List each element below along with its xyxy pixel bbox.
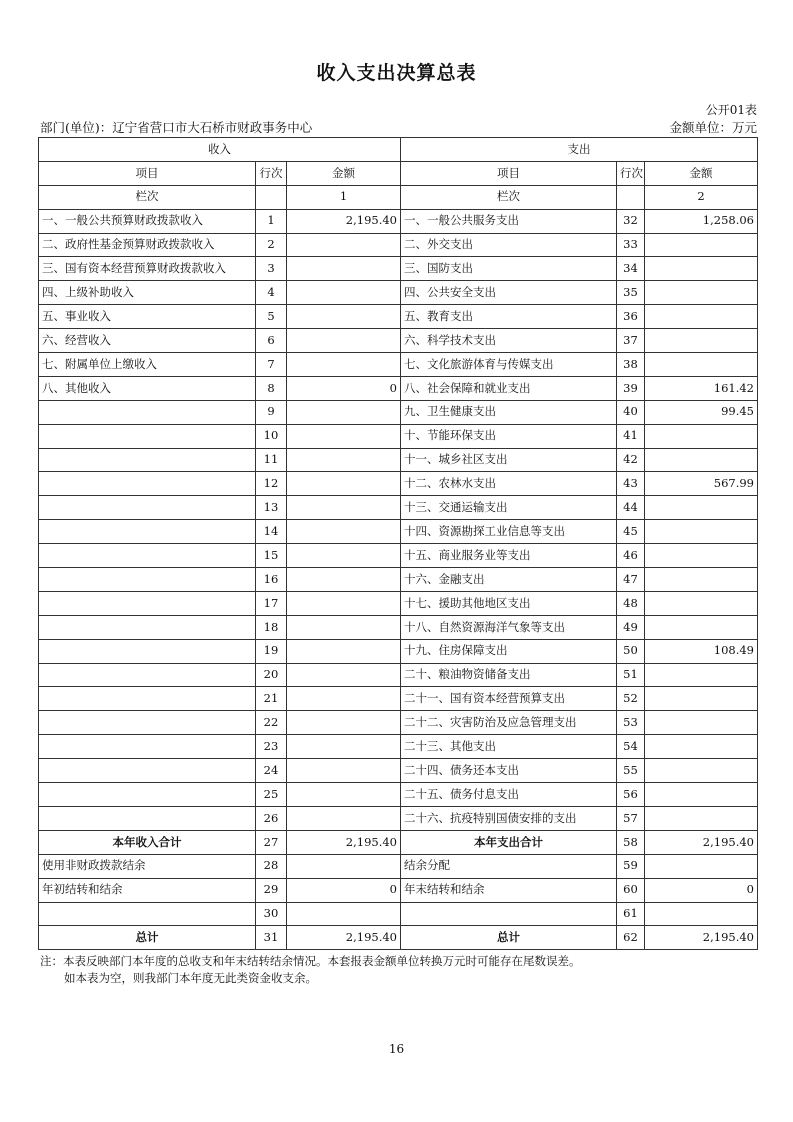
income-amount-cell: 2,195.40: [287, 830, 401, 854]
income-amount-cell: 2,195.40: [287, 209, 401, 233]
table-column-header-row: [39, 161, 758, 185]
expense-line-cell: 43: [617, 472, 645, 496]
expense-amount-cell: [645, 257, 758, 281]
income-line-cell: 31: [256, 926, 287, 950]
table-row: [39, 376, 758, 400]
expense-line-cell: 56: [617, 783, 645, 807]
table-row: [39, 305, 758, 329]
income-item-cell: [39, 759, 256, 783]
expense-line-cell: 44: [617, 496, 645, 520]
expense-item-cell: 十五、商业服务业等支出: [401, 544, 617, 568]
income-line-cell: 17: [256, 591, 287, 615]
income-item-cell: [39, 806, 256, 830]
income-expense-table: [38, 137, 758, 950]
income-line-cell: 25: [256, 783, 287, 807]
income-line-cell: 12: [256, 472, 287, 496]
income-item-cell: 本年收入合计: [39, 830, 256, 854]
income-line-cell: 15: [256, 544, 287, 568]
income-amount-cell: [287, 257, 401, 281]
department-label: 部门(单位)：辽宁省营口市大石桥市财政事务中心: [40, 120, 313, 135]
expense-item-cell: 二、外交支出: [401, 233, 617, 257]
income-amount-cell: [287, 735, 401, 759]
table-row: [39, 281, 758, 305]
table-row: [39, 496, 758, 520]
income-item-cell: 二、政府性基金预算财政拨款收入: [39, 233, 256, 257]
expense-amount-cell: [645, 544, 758, 568]
expense-item-cell: 二十三、其他支出: [401, 735, 617, 759]
income-amount-cell: [287, 329, 401, 353]
income-amount-cell: [287, 711, 401, 735]
expense-item-cell: 九、卫生健康支出: [401, 400, 617, 424]
income-amount-cell: [287, 353, 401, 377]
table-row: [39, 639, 758, 663]
table-row: [39, 735, 758, 759]
page-number: 16: [388, 1042, 405, 1056]
table-row: [39, 209, 758, 233]
expense-amount-cell: [645, 305, 758, 329]
expense-amount-cell: [645, 806, 758, 830]
expense-amount-cell: [645, 591, 758, 615]
table-row: [39, 878, 758, 902]
income-item-cell: [39, 902, 256, 926]
income-amount-cell: [287, 687, 401, 711]
table-row: [39, 544, 758, 568]
income-item-cell: 使用非财政拨款结余: [39, 854, 256, 878]
income-line-cell: 29: [256, 878, 287, 902]
income-line-cell: 5: [256, 305, 287, 329]
expense-amount-cell: [645, 520, 758, 544]
expense-item-cell: 二十四、债务还本支出: [401, 759, 617, 783]
income-amount-cell: 0: [287, 878, 401, 902]
table-row: [39, 448, 758, 472]
expense-line-cell: 33: [617, 233, 645, 257]
income-line-cell: 14: [256, 520, 287, 544]
table-row: [39, 233, 758, 257]
income-amount-cell: [287, 424, 401, 448]
expense-line-cell: 61: [617, 902, 645, 926]
income-item-cell: [39, 520, 256, 544]
income-item-cell: 三、国有资本经营预算财政拨款收入: [39, 257, 256, 281]
expense-amount-cell: [645, 568, 758, 592]
income-item-cell: [39, 424, 256, 448]
expense-amount-cell: 99.45: [645, 400, 758, 424]
income-amount-cell: [287, 759, 401, 783]
income-line-cell: 19: [256, 639, 287, 663]
income-amount-cell: [287, 520, 401, 544]
income-line-cell: 22: [256, 711, 287, 735]
income-item-cell: 四、上级补助收入: [39, 281, 256, 305]
expense-amount-cell: [645, 329, 758, 353]
table-row: [39, 926, 758, 950]
expense-item-cell: 二十二、灾害防治及应急管理支出: [401, 711, 617, 735]
income-amount-cell: [287, 233, 401, 257]
expense-line-cell: 37: [617, 329, 645, 353]
empty-cell: [256, 185, 287, 209]
expense-line-cell: 48: [617, 591, 645, 615]
income-line-cell: 10: [256, 424, 287, 448]
expense-line-cell: 35: [617, 281, 645, 305]
table-row: [39, 759, 758, 783]
expense-line-cell: 38: [617, 353, 645, 377]
expense-amount-cell: [645, 783, 758, 807]
expense-item-cell: 十七、援助其他地区支出: [401, 591, 617, 615]
expense-amount-cell: [645, 424, 758, 448]
income-line-cell: 23: [256, 735, 287, 759]
income-line-cell: 20: [256, 663, 287, 687]
income-amount-cell: [287, 568, 401, 592]
income-line-cell: 27: [256, 830, 287, 854]
footnote-line-1: 注：本表反映部门本年度的总收支和年末结转结余情况。本套报表金额单位转换万元时可能存在尾数误差。: [40, 954, 581, 968]
expense-item-cell: 六、科学技术支出: [401, 329, 617, 353]
expense-line-cell: 50: [617, 639, 645, 663]
expense-line-cell: 49: [617, 615, 645, 639]
income-item-cell: [39, 639, 256, 663]
income-line-cell: 9: [256, 400, 287, 424]
expense-line-cell: 41: [617, 424, 645, 448]
income-amount-cell: [287, 902, 401, 926]
page-title: 收入支出决算总表: [316, 62, 477, 84]
expense-item-cell: 十三、交通运输支出: [401, 496, 617, 520]
income-amount-cell: 2,195.40: [287, 926, 401, 950]
income-amount-cell: [287, 305, 401, 329]
table-row: [39, 663, 758, 687]
table-row: [39, 520, 758, 544]
expense-item-cell: 本年支出合计: [401, 830, 617, 854]
expense-item-header: 项目: [401, 161, 617, 185]
income-amount-cell: [287, 806, 401, 830]
income-item-cell: [39, 472, 256, 496]
table-column-number-row: [39, 185, 758, 209]
expense-section-header: 支出: [401, 138, 758, 162]
expense-amount-cell: [645, 663, 758, 687]
expense-line-cell: 53: [617, 711, 645, 735]
expense-line-cell: 62: [617, 926, 645, 950]
table-row: [39, 424, 758, 448]
table-row: [39, 257, 758, 281]
income-amount-cell: [287, 544, 401, 568]
income-item-cell: 总计: [39, 926, 256, 950]
expense-line-cell: 55: [617, 759, 645, 783]
income-line-cell: 24: [256, 759, 287, 783]
expense-amount-cell: [645, 353, 758, 377]
expense-item-cell: 二十一、国有资本经营预算支出: [401, 687, 617, 711]
expense-line-cell: 40: [617, 400, 645, 424]
income-line-cell: 28: [256, 854, 287, 878]
expense-line-cell: 54: [617, 735, 645, 759]
income-line-cell: 2: [256, 233, 287, 257]
table-row: [39, 615, 758, 639]
income-item-cell: [39, 615, 256, 639]
expense-line-cell: 52: [617, 687, 645, 711]
expense-item-cell: 二十五、债务付息支出: [401, 783, 617, 807]
income-column-label: 栏次: [39, 185, 256, 209]
expense-item-cell: 八、社会保障和就业支出: [401, 376, 617, 400]
expense-item-cell: 十九、住房保障支出: [401, 639, 617, 663]
expense-item-cell: 十八、自然资源海洋气象等支出: [401, 615, 617, 639]
expense-item-cell: 四、公共安全支出: [401, 281, 617, 305]
expense-line-cell: 57: [617, 806, 645, 830]
expense-item-cell: 二十、粮油物资储备支出: [401, 663, 617, 687]
table-row: [39, 329, 758, 353]
income-line-cell: 7: [256, 353, 287, 377]
expense-line-cell: 32: [617, 209, 645, 233]
income-line-header: 行次: [256, 161, 287, 185]
income-item-cell: [39, 663, 256, 687]
income-item-cell: [39, 400, 256, 424]
income-amount-header: 金额: [287, 161, 401, 185]
income-amount-cell: [287, 400, 401, 424]
income-line-cell: 8: [256, 376, 287, 400]
expense-item-cell: 二十六、抗疫特别国债安排的支出: [401, 806, 617, 830]
expense-line-cell: 36: [617, 305, 645, 329]
table-row: [39, 591, 758, 615]
income-item-header: 项目: [39, 161, 256, 185]
income-column-number: 1: [287, 185, 401, 209]
expense-amount-cell: [645, 854, 758, 878]
income-line-cell: 16: [256, 568, 287, 592]
income-item-cell: 六、经营收入: [39, 329, 256, 353]
expense-line-cell: 45: [617, 520, 645, 544]
income-item-cell: [39, 735, 256, 759]
expense-amount-cell: 567.99: [645, 472, 758, 496]
expense-line-cell: 51: [617, 663, 645, 687]
expense-amount-cell: [645, 759, 758, 783]
income-line-cell: 26: [256, 806, 287, 830]
income-item-cell: [39, 568, 256, 592]
expense-amount-cell: 0: [645, 878, 758, 902]
expense-amount-cell: 1,258.06: [645, 209, 758, 233]
income-line-cell: 13: [256, 496, 287, 520]
income-item-cell: 五、事业收入: [39, 305, 256, 329]
expense-item-cell: 总计: [401, 926, 617, 950]
income-line-cell: 30: [256, 902, 287, 926]
expense-line-cell: 58: [617, 830, 645, 854]
expense-amount-cell: 161.42: [645, 376, 758, 400]
income-item-cell: 八、其他收入: [39, 376, 256, 400]
income-line-cell: 6: [256, 329, 287, 353]
expense-amount-cell: 108.49: [645, 639, 758, 663]
amount-unit-label: 金额单位：万元: [669, 120, 757, 135]
expense-item-cell: 三、国防支出: [401, 257, 617, 281]
expense-line-cell: 42: [617, 448, 645, 472]
table-row: [39, 568, 758, 592]
table-row: [39, 854, 758, 878]
income-amount-cell: 0: [287, 376, 401, 400]
expense-item-cell: 结余分配: [401, 854, 617, 878]
expense-amount-cell: [645, 281, 758, 305]
form-number: 公开01表: [705, 103, 757, 117]
expense-column-number: 2: [645, 185, 758, 209]
table-row: [39, 711, 758, 735]
income-item-cell: [39, 711, 256, 735]
expense-amount-cell: 2,195.40: [645, 830, 758, 854]
income-section-header: 收入: [39, 138, 401, 162]
income-item-cell: 年初结转和结余: [39, 878, 256, 902]
expense-item-cell: 十二、农林水支出: [401, 472, 617, 496]
expense-item-cell: 五、教育支出: [401, 305, 617, 329]
income-amount-cell: [287, 472, 401, 496]
expense-amount-cell: [645, 735, 758, 759]
table-row: [39, 472, 758, 496]
expense-item-cell: 十一、城乡社区支出: [401, 448, 617, 472]
expense-amount-cell: [645, 448, 758, 472]
income-item-cell: [39, 591, 256, 615]
table-row: [39, 400, 758, 424]
expense-amount-cell: [645, 687, 758, 711]
income-item-cell: [39, 496, 256, 520]
expense-item-cell: 一、一般公共服务支出: [401, 209, 617, 233]
income-line-cell: 21: [256, 687, 287, 711]
income-amount-cell: [287, 615, 401, 639]
expense-item-cell: 十六、金融支出: [401, 568, 617, 592]
expense-amount-cell: [645, 615, 758, 639]
expense-line-cell: 59: [617, 854, 645, 878]
expense-amount-cell: [645, 902, 758, 926]
expense-amount-cell: [645, 711, 758, 735]
table-row: [39, 687, 758, 711]
table-section-header-row: [39, 138, 758, 162]
table-row: [39, 902, 758, 926]
expense-item-cell: 七、文化旅游体育与传媒支出: [401, 353, 617, 377]
income-item-cell: [39, 448, 256, 472]
expense-line-cell: 47: [617, 568, 645, 592]
income-amount-cell: [287, 496, 401, 520]
income-line-cell: 18: [256, 615, 287, 639]
table-row: [39, 783, 758, 807]
expense-item-cell: 十、节能环保支出: [401, 424, 617, 448]
income-amount-cell: [287, 448, 401, 472]
income-amount-cell: [287, 854, 401, 878]
expense-column-label: 栏次: [401, 185, 617, 209]
income-amount-cell: [287, 591, 401, 615]
expense-amount-cell: 2,195.40: [645, 926, 758, 950]
income-item-cell: [39, 783, 256, 807]
expense-item-cell: [401, 902, 617, 926]
expense-item-cell: 十四、资源勘探工业信息等支出: [401, 520, 617, 544]
expense-line-cell: 46: [617, 544, 645, 568]
income-item-cell: 七、附属单位上缴收入: [39, 353, 256, 377]
expense-item-cell: 年末结转和结余: [401, 878, 617, 902]
expense-line-header: 行次: [617, 161, 645, 185]
income-item-cell: 一、一般公共预算财政拨款收入: [39, 209, 256, 233]
empty-cell: [617, 185, 645, 209]
income-line-cell: 1: [256, 209, 287, 233]
table-row: [39, 353, 758, 377]
income-amount-cell: [287, 281, 401, 305]
expense-amount-cell: [645, 233, 758, 257]
income-amount-cell: [287, 663, 401, 687]
income-item-cell: [39, 687, 256, 711]
income-item-cell: [39, 544, 256, 568]
expense-amount-header: 金额: [645, 161, 758, 185]
footnote-line-2: 如本表为空，则我部门本年度无此类资金收支余。: [64, 971, 317, 985]
expense-line-cell: 34: [617, 257, 645, 281]
table-row: [39, 806, 758, 830]
expense-line-cell: 39: [617, 376, 645, 400]
income-amount-cell: [287, 639, 401, 663]
income-amount-cell: [287, 783, 401, 807]
expense-amount-cell: [645, 496, 758, 520]
income-line-cell: 3: [256, 257, 287, 281]
expense-line-cell: 60: [617, 878, 645, 902]
table-row: [39, 830, 758, 854]
income-line-cell: 11: [256, 448, 287, 472]
income-line-cell: 4: [256, 281, 287, 305]
